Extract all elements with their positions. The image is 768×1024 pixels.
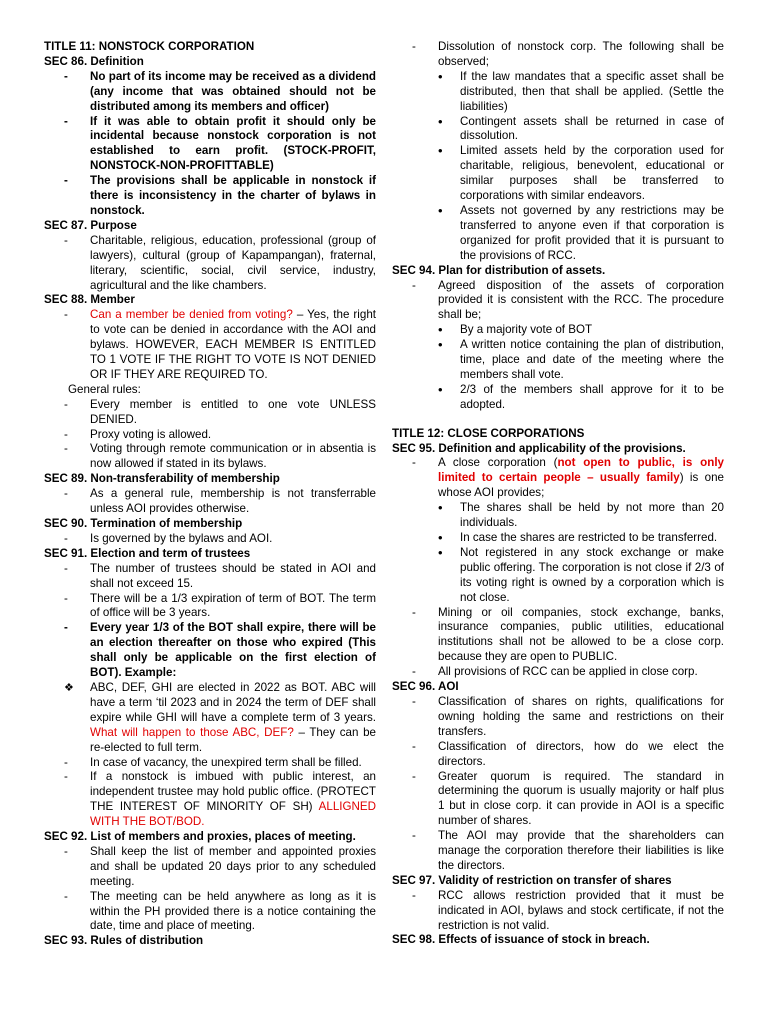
sec-86-heading: SEC 86. Definition <box>44 54 144 68</box>
sec-89-list <box>44 487 376 517</box>
sec-87-heading: SEC 87. Purpose <box>44 218 137 232</box>
sec-95-lead-list <box>392 456 724 501</box>
general-rules-label: General rules: <box>68 382 141 396</box>
sec-89-heading: SEC 89. Non-transferability of membership <box>44 472 280 486</box>
list-item: - All provisions of RCC can be applied in close corp. <box>392 665 724 680</box>
sec-94-bullets <box>392 323 724 412</box>
list-item: - RCC allows restriction provided that it must be indicated in AOI, bylaws and stock certificate, if not the restriction is not valid. <box>392 889 724 934</box>
list-item: - Is governed by the bylaws and AOI. <box>44 532 376 547</box>
list-item: - Greater quorum is required. The standard in determining the quorum is usually majority or half plus 1 but in close corp. it can provide in AOI is a specific number of shares. <box>392 770 724 830</box>
sec-90-list <box>44 532 376 547</box>
spacer <box>392 413 724 427</box>
sec-95-heading: SEC 95. Definition and applicability of the provisions. <box>392 441 686 455</box>
sec-94-list <box>392 279 724 324</box>
list-item: - Dissolution of nonstock corp. The following shall be observed; <box>392 40 724 70</box>
right-column <box>392 40 724 948</box>
list-item: - Classification of shares on rights, qualifications for owning holding the same and restrictions on their transfers. <box>392 695 724 740</box>
sec-93-heading: SEC 93. Rules of distribution <box>44 934 204 948</box>
sec-92-list <box>44 845 376 934</box>
sec-95-list <box>392 606 724 681</box>
sec-88-heading: SEC 88. Member <box>44 293 135 307</box>
list-item: - If a nonstock is imbued with public interest, an independent trustee may hold public office. (PROTECT THE INTEREST OF MINORITY OF SH) ALLIGNED WITH THE BOT/BOD. <box>44 770 376 830</box>
sec-98-heading: SEC 98. Effects of issuance of stock in breach. <box>392 933 650 947</box>
sec-88-list <box>44 398 376 473</box>
sec-94-heading: SEC 94. Plan for distribution of assets. <box>392 263 606 277</box>
list-item <box>44 308 376 383</box>
list-item: - Voting through remote communication or in absentia is now allowed if stated in its bylaws. <box>44 442 376 472</box>
bullet-item: • Assets not governed by any restrictions may be transferred to anyone even if that corporation is organized for profit provided that it is pursuant to the provisions of RCC. <box>392 204 724 264</box>
list-item: - Every member is entitled to one vote UNLESS DENIED. <box>44 398 376 428</box>
sec-97-heading: SEC 97. Validity of restriction on transfer of shares <box>392 873 672 887</box>
list-item: - Classification of directors, how do we elect the directors. <box>392 740 724 770</box>
list-item: - If it was able to obtain profit it should only be incidental because nonstock corporation is not established to earn profit. (STOCK-PROFIT, NONSTOCK-NON-PROFITTABLE) <box>44 115 376 175</box>
bullet-item: • Contingent assets shall be returned in case of dissolution. <box>392 115 724 145</box>
sec-90-heading: SEC 90. Termination of membership <box>44 517 243 530</box>
bullet-item: • A written notice containing the plan of distribution, time, place and date of the meeting where the members shall vote. <box>392 338 724 383</box>
bullet-item: • Not registered in any stock exchange or make public offering. The corporation is not close if 2/3 of its voting right is owned by a corporation which is not close. <box>392 546 724 606</box>
bullet-item: • In case the shares are restricted to be transferred. <box>392 531 724 546</box>
list-item: - Every year 1/3 of the BOT shall expire, there will be an election thereafter on those who expired (This shall only be applicable on the first election of BOT). Example: <box>44 621 376 681</box>
list-item: - Mining or oil companies, stock exchange, banks, insurance companies, public utilities, educational institutions shall not be allowed to be a close corp. because they are open to PUBLIC. <box>392 606 724 666</box>
left-column <box>44 40 376 949</box>
bullet-item: • 2/3 of the members shall approve for it to be adopted. <box>392 383 724 413</box>
title-12: TITLE 12: CLOSE CORPORATIONS <box>392 426 585 440</box>
example-question: What will happen to those ABC, DEF? <box>90 725 294 739</box>
list-item: - Proxy voting is allowed. <box>44 428 376 443</box>
list-item: - There will be a 1/3 expiration of term of BOT. The term of office will be 3 years. <box>44 592 376 622</box>
list-item: - Shall keep the list of member and appointed proxies and shall be updated 20 days prior to any scheduled meeting. <box>44 845 376 890</box>
dissolution-list <box>392 40 724 70</box>
list-item: - Charitable, religious, education, professional (group of lawyers), cultural (group of Kapampangan), fraternal, literary, scientific, social, civil service, industry, agricultural and the like chambers. <box>44 234 376 294</box>
bullet-item: • Limited assets held by the corporation used for charitable, religious, benevolent, educational or similar purposes shall be transferred to corporations with similar endeavors. <box>392 144 724 204</box>
aligned-note: ALLIGNED WITH THE BOT/BOD. <box>90 800 376 829</box>
list-item: - As a general rule, membership is not transferrable unless AOI provides otherwise. <box>44 487 376 517</box>
sec-91-list-2 <box>44 756 376 831</box>
dissolution-bullets <box>392 70 724 264</box>
list-item: - Agreed disposition of the assets of corporation provided it is consistent with the RCC. The procedure shall be; <box>392 279 724 324</box>
list-item: - No part of its income may be received as a dividend (any income that was obtained should not be distributed among its members and officer) <box>44 70 376 115</box>
sec-87-list <box>44 234 376 294</box>
bullet-item: • By a majority vote of BOT <box>392 323 724 338</box>
sec-88-qa <box>44 308 376 383</box>
list-item: - The number of trustees should be stated in AOI and shall not exceed 15. <box>44 562 376 592</box>
list-item: - The meeting can be held anywhere as long as it is within the PH provided there is a notice containing the date, time and place of meeting. <box>44 890 376 935</box>
sec-88-answer: – Yes, the right to vote can be denied in accordance with the AOI and bylaws. HOWEVER, EACH MEMBER IS ENTITLED TO 1 VOTE IF THE RIGHT TO VOTE IS NOT DENIED OR IF THEY ARE REQUIRED TO. <box>90 308 376 381</box>
sec-97-list <box>392 889 724 934</box>
sec-96-heading: SEC 96. AOI <box>392 680 459 694</box>
list-item: - The provisions shall be applicable in nonstock if there is inconsistency in the charter of bylaws in nonstock. <box>44 174 376 219</box>
sec-91-example <box>44 681 376 756</box>
sec-86-list <box>44 70 376 219</box>
bullet-item: • If the law mandates that a specific asset shall be distributed, then that shall be applied. (Settle the liabilities) <box>392 70 724 115</box>
sec-92-heading: SEC 92. List of members and proxies, places of meeting. <box>44 830 356 844</box>
sec-95-bullets <box>392 501 724 605</box>
list-item: - The AOI may provide that the shareholders can manage the corporation therefore their liabilities is like the directors. <box>392 829 724 874</box>
example-item: ❖ ABC, DEF, GHI are elected in 2022 as BOT. ABC will have a term ‘til 2023 and in 2024 the term of DEF shall expire while GHI will have a complete term of 3 years. What will happen to those ABC, DEF? – They can be re-elected to full term. <box>44 681 376 756</box>
list-item: - In case of vacancy, the unexpired term shall be filled. <box>44 756 376 771</box>
sec-91-list <box>44 562 376 681</box>
sec-91-heading: SEC 91. Election and term of trustees <box>44 546 251 560</box>
bullet-item: • The shares shall be held by not more than 20 individuals. <box>392 501 724 531</box>
list-item: - A close corporation (not open to public, is only limited to certain people – usually family) is one whose AOI provides; <box>392 456 724 501</box>
sec-88-question: Can a member be denied from voting? <box>90 308 293 322</box>
sec-96-list <box>392 695 724 874</box>
title-11: TITLE 11: NONSTOCK CORPORATION <box>44 40 255 53</box>
close-corp-definition: not open to public, is only limited to certain people – usually family <box>438 456 724 485</box>
